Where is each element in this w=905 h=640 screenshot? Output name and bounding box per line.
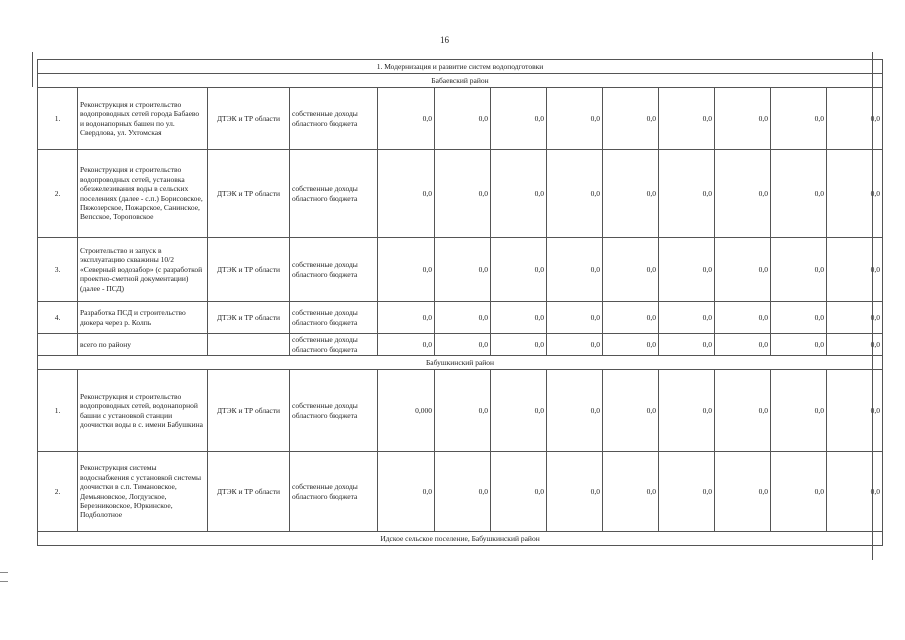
row-number: 4.: [38, 302, 78, 334]
measure-name: Реконструкция системы водоснабжения с установкой системы доочистки в с.п. Тимановское, Демьяновское, Логдузское, Березниковское, Юркинское, Подболотное: [78, 452, 208, 532]
value-cell: 0,0: [547, 150, 603, 238]
value-cell: 0,0: [491, 370, 547, 452]
funding-source: собственные доходы областного бюджета: [290, 370, 378, 452]
value-cell: 0,0: [771, 302, 827, 334]
value-cell: 0,0: [435, 88, 491, 150]
row-number: 1.: [38, 370, 78, 452]
table-row: [38, 88, 883, 150]
value-cell: 0,0: [659, 452, 715, 532]
program-table: [37, 59, 883, 546]
district-name: Бабаевский район: [38, 74, 883, 88]
value-cell: 0,0: [771, 238, 827, 302]
value-cell: 0,0: [771, 88, 827, 150]
value-cell: 0,0: [491, 452, 547, 532]
value-cell: 0,0: [715, 370, 771, 452]
value-cell: 0,0: [547, 88, 603, 150]
row-number: 2.: [38, 452, 78, 532]
value-cell: 0,0: [771, 452, 827, 532]
table-row: [38, 302, 883, 334]
funding-source: собственные доходы областного бюджета: [290, 88, 378, 150]
value-cell: 0,0: [715, 88, 771, 150]
value-cell: 0,0: [435, 452, 491, 532]
value-cell: 0,0: [378, 302, 435, 334]
value-cell: 0,0: [435, 370, 491, 452]
value-cell: 0,0: [659, 88, 715, 150]
measure-name: Строительство и запуск в эксплуатацию скважины 10/2 «Северный водозабор» (с разработкой проектно-сметной документации) (далее - ПСД): [78, 238, 208, 302]
executor: ДТЭК и ТР области: [208, 88, 290, 150]
value-cell: 0,0: [378, 452, 435, 532]
row-number: 1.: [38, 88, 78, 150]
value-cell: 0,0: [827, 452, 883, 532]
funding-source: собственные доходы областного бюджета: [290, 302, 378, 334]
funding-source: собственные доходы областного бюджета: [290, 334, 378, 356]
row-number: 3.: [38, 238, 78, 302]
value-cell: 0,0: [715, 150, 771, 238]
value-cell: 0,0: [827, 370, 883, 452]
value-cell: 0,0: [491, 238, 547, 302]
value-cell: 0,0: [827, 88, 883, 150]
table-row: [38, 334, 883, 356]
row-number: [38, 334, 78, 356]
value-cell: 0,0: [603, 452, 659, 532]
footer-district-name: Идское сельское поселение, Бабушкинский район: [38, 532, 883, 546]
value-cell: 0,0: [603, 370, 659, 452]
measure-name: Реконструкция и строительство водопроводных сетей города Бабаево и водонапорных башен по ул. Свердлова, ул. Ухтомская: [78, 88, 208, 150]
measure-name: Разработка ПСД и строительство дюкера через р. Колпь: [78, 302, 208, 334]
district-header-row: [38, 356, 883, 370]
district-header-row: [38, 74, 883, 88]
executor: ДТЭК и ТР области: [208, 370, 290, 452]
executor: ДТЭК и ТР области: [208, 302, 290, 334]
margin-marks: [0, 572, 8, 592]
value-cell: 0,0: [603, 150, 659, 238]
section-title-row: [38, 60, 883, 74]
value-cell: 0,0: [659, 334, 715, 356]
value-cell: 0,0: [378, 88, 435, 150]
value-cell: 0,0: [547, 452, 603, 532]
footer-district-row: [38, 532, 883, 546]
district-name: Бабушкинский район: [38, 356, 883, 370]
table-row: [38, 150, 883, 238]
executor: ДТЭК и ТР области: [208, 238, 290, 302]
table-row: [38, 238, 883, 302]
value-cell: 0,0: [827, 150, 883, 238]
row-number: 2.: [38, 150, 78, 238]
value-cell: 0,0: [659, 238, 715, 302]
table-row: [38, 370, 883, 452]
section-title: 1. Модернизация и развитие систем водоподготовки: [38, 60, 883, 74]
page-number: 16: [440, 35, 449, 45]
value-cell: 0,0: [547, 334, 603, 356]
value-cell: 0,0: [771, 150, 827, 238]
value-cell: 0,0: [659, 150, 715, 238]
value-cell: 0,0: [715, 238, 771, 302]
executor: ДТЭК и ТР области: [208, 150, 290, 238]
measure-name: Реконструкция и строительство водопроводных сетей, установка обезжелезивания воды в сельских поселениях (далее - с.п.) Борисовское, Пяжозерское, Пожарское, Санинское, Вепсское, Тороповское: [78, 150, 208, 238]
value-cell: 0,0: [715, 452, 771, 532]
value-cell: 0,0: [603, 88, 659, 150]
value-cell: 0,0: [378, 334, 435, 356]
value-cell: 0,0: [603, 302, 659, 334]
value-cell: 0,0: [827, 334, 883, 356]
value-cell: 0,0: [491, 334, 547, 356]
value-cell: 0,0: [827, 238, 883, 302]
value-cell: 0,0: [378, 150, 435, 238]
value-cell: 0,0: [715, 302, 771, 334]
executor: ДТЭК и ТР области: [208, 452, 290, 532]
value-cell: 0,0: [547, 238, 603, 302]
value-cell: 0,0: [771, 334, 827, 356]
value-cell: 0,0: [435, 238, 491, 302]
executor: [208, 334, 290, 356]
measure-name: Реконструкция и строительство водопроводных сетей, водонапорной башни с установкой станции доочистки воды в с. имени Бабушкина: [78, 370, 208, 452]
value-cell: 0,0: [659, 370, 715, 452]
value-cell: 0,0: [435, 302, 491, 334]
value-cell: 0,0: [827, 302, 883, 334]
value-cell: 0,0: [547, 302, 603, 334]
value-cell: 0,0: [547, 370, 603, 452]
value-cell: 0,0: [491, 88, 547, 150]
measure-name: всего по району: [78, 334, 208, 356]
value-cell: 0,0: [491, 302, 547, 334]
value-cell: 0,000: [378, 370, 435, 452]
value-cell: 0,0: [435, 150, 491, 238]
frame-line-left: [32, 52, 33, 87]
value-cell: 0,0: [771, 370, 827, 452]
value-cell: 0,0: [378, 238, 435, 302]
funding-source: собственные доходы областного бюджета: [290, 452, 378, 532]
value-cell: 0,0: [715, 334, 771, 356]
table-row: [38, 452, 883, 532]
value-cell: 0,0: [603, 238, 659, 302]
value-cell: 0,0: [603, 334, 659, 356]
funding-source: собственные доходы областного бюджета: [290, 238, 378, 302]
funding-source: собственные доходы областного бюджета: [290, 150, 378, 238]
value-cell: 0,0: [435, 334, 491, 356]
value-cell: 0,0: [659, 302, 715, 334]
value-cell: 0,0: [491, 150, 547, 238]
